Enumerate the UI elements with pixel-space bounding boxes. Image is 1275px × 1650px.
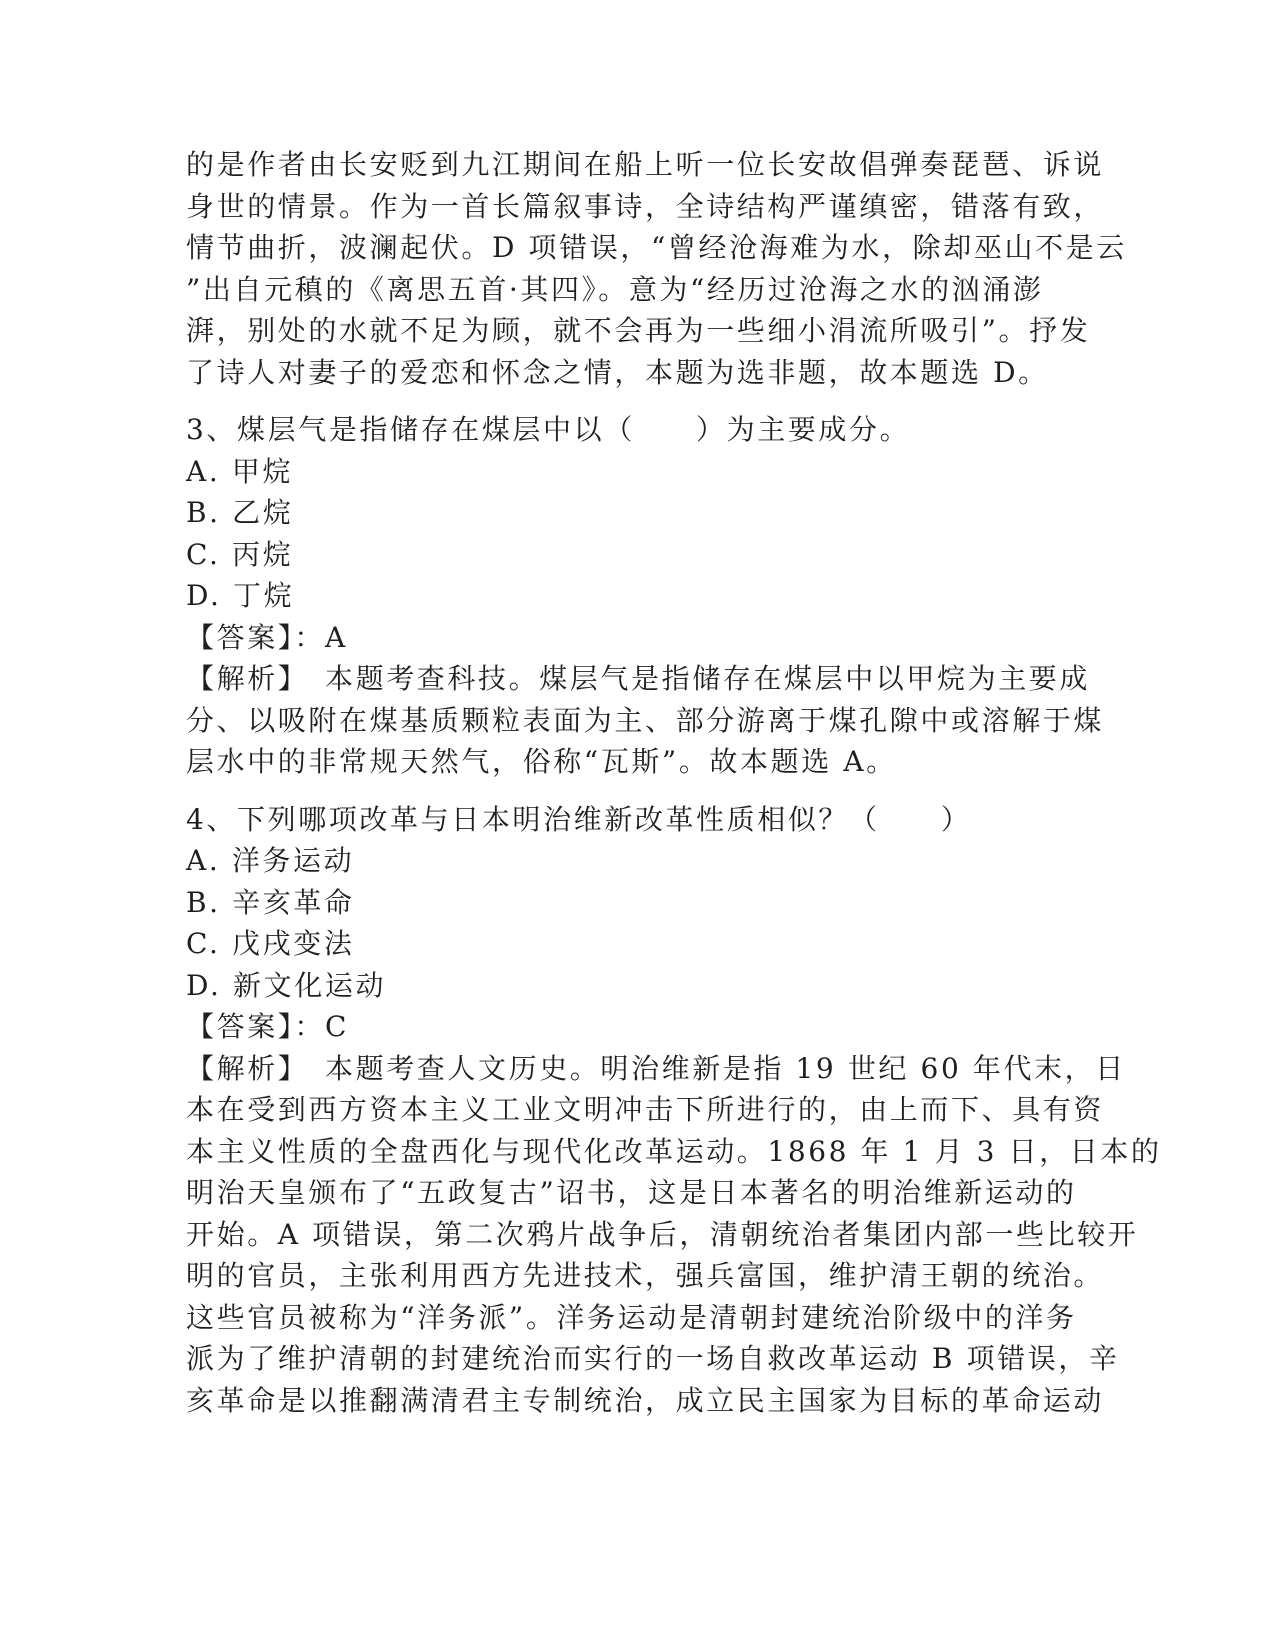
text-line: 身世的情景。作为一首长篇叙事诗，全诗结构严谨缜密，错落有致， <box>186 189 1105 223</box>
option-a: A. 甲烷 <box>186 454 294 488</box>
option-c: C. 丙烷 <box>186 537 294 571</box>
document-page <box>186 144 1162 1421</box>
analysis-line: 本主义性质的全盘西化与现代化改革运动。1868 年 1 月 3 日，日本的 <box>186 1134 1162 1168</box>
analysis-line: 【解析】 本题考查科技。煤层气是指储存在煤层中以甲烷为主要成 <box>186 662 1091 695</box>
text-line: ”出自元稹的《离思五首·其四》。意为“经历过沧海之水的汹涌澎 <box>186 272 1044 306</box>
text-line: 了诗人对妻子的爱恋和怀念之情，本题为选非题，故本题选 D。 <box>186 355 1049 389</box>
text-line: 情节曲折，波澜起伏。D 项错误，“曾经沧海难为水，除却巫山不是云 <box>186 231 1127 264</box>
previous-analysis-continuation <box>186 144 1127 393</box>
text-line: 湃，别处的水就不足为顾，就不会再为一些细小涓流所吸引”。抒发 <box>186 314 1091 347</box>
analysis-line: 派为了维护清朝的封建统治而实行的一场自救改革运动 B 项错误，辛 <box>186 1342 1120 1375</box>
text-line: 的是作者由长安贬到九江期间在船上听一位长安故倡弹奏琵琶、诉说 <box>186 148 1105 181</box>
option-d: D. 丁烷 <box>186 579 295 612</box>
question-4 <box>186 799 1162 1422</box>
option-a: A. 洋务运动 <box>186 844 355 877</box>
analysis-line: 开始。A 项错误，第二次鸦片战争后，清朝统治者集团内部一些比较开 <box>186 1217 1139 1251</box>
analysis-line: 明的官员，主张利用西方先进技术，强兵富国，维护清王朝的统治。 <box>186 1259 1105 1292</box>
analysis-line: 明治天皇颁布了“五政复古”诏书，这是日本著名的明治维新运动的 <box>186 1176 1077 1209</box>
option-c: C. 戊戌变法 <box>186 927 355 960</box>
question-3 <box>186 409 1105 783</box>
option-b: B. 辛亥革命 <box>186 885 355 919</box>
answer-line: 【答案】：C <box>186 1010 350 1043</box>
question-text: 3、煤层气是指储存在煤层中以（ ）为主要成分。 <box>186 413 911 446</box>
answer-line: 【答案】：A <box>186 620 348 654</box>
analysis-line: 分、以吸附在煤基质颗粒表面为主、部分游离于煤孔隙中或溶解于煤 <box>186 703 1105 737</box>
analysis-line: 本在受到西方资本主义工业文明冲击下所进行的，由上而下、具有资 <box>186 1093 1105 1126</box>
analysis-line: 这些官员被称为“洋务派”。洋务运动是清朝封建统治阶级中的洋务 <box>186 1300 1077 1334</box>
question-text: 4、下列哪项改革与日本明治维新改革性质相似？（ ） <box>186 802 972 836</box>
analysis-line: 【解析】 本题考查人文历史。明治维新是指 19 世纪 60 年代末，日 <box>186 1051 1126 1085</box>
option-b: B. 乙烷 <box>186 496 294 529</box>
option-d: D. 新文化运动 <box>186 968 387 1002</box>
analysis-line: 亥革命是以推翻满清君主专制统治，成立民主国家为目标的革命运动 <box>186 1383 1105 1417</box>
analysis-line: 层水中的非常规天然气，俗称“瓦斯”。故本题选 A。 <box>186 745 897 778</box>
